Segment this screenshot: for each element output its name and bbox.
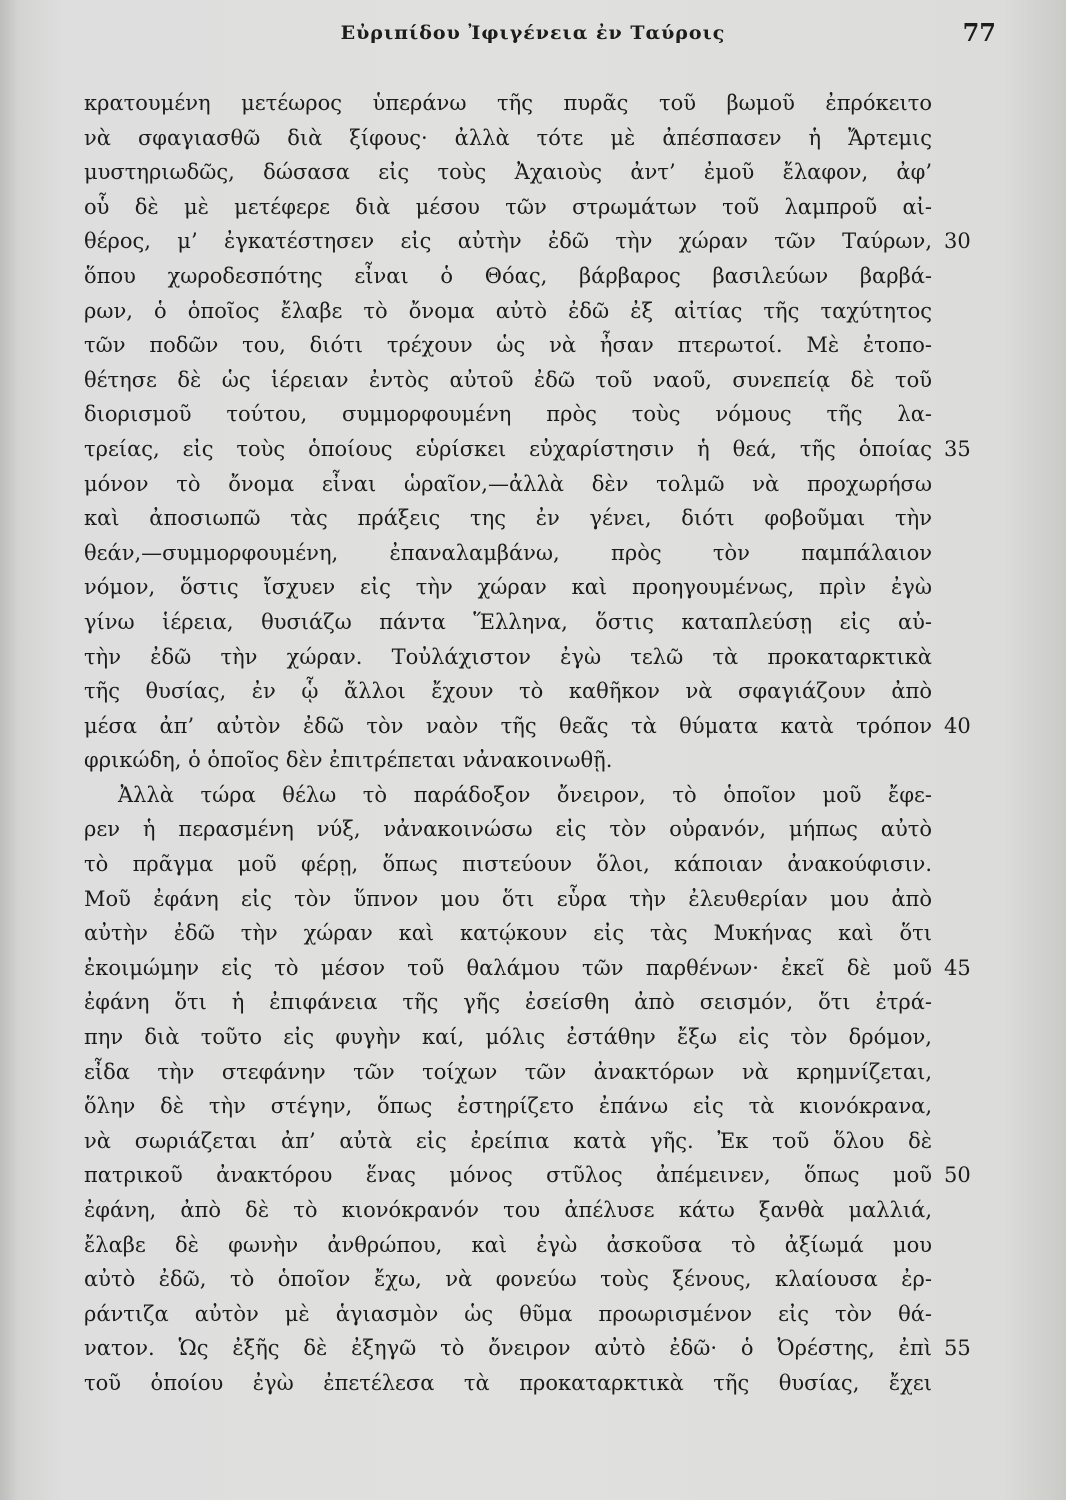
- text-line: [84, 1020, 932, 1055]
- text-line: [84, 951, 971, 986]
- text-line: [84, 916, 932, 951]
- text-line-content: μόνον τὸ ὄνομα εἶναι ὡραῖον,—ἀλλὰ δὲν τολμῶ νὰ προχωρήσω: [84, 471, 932, 496]
- line-number: 35: [944, 436, 971, 461]
- text-line: [84, 1089, 932, 1124]
- text-line-content: τῶν ποδῶν του, διότι τρέχουν ὡς νὰ ἦσαν πτερωτοί. Μὲ ἐτοπο-: [84, 333, 932, 358]
- line-number: 50: [944, 1163, 971, 1188]
- line-number: 30: [944, 229, 971, 254]
- text-line: [84, 1297, 932, 1332]
- text-line: [84, 328, 932, 363]
- page-header: [0, 18, 1066, 54]
- text-line-content: τὸ πρᾶγμα μοῦ φέρῃ, ὅπως πιστεύουν ὅλοι, κάποιαν ἀνακούφισιν.: [84, 852, 932, 877]
- text-line-content: ἐφάνη ὅτι ἡ ἐπιφάνεια τῆς γῆς ἐσείσθη ἀπὸ σεισμόν, ὅτι ἐτρά-: [84, 990, 932, 1015]
- text-line: [84, 743, 932, 778]
- text-line-content: θέτησε δὲ ὡς ἱέρειαν ἐντὸς αὐτοῦ ἐδῶ τοῦ ναοῦ, συνεπείᾳ δὲ τοῦ: [84, 367, 932, 392]
- text-line: [84, 190, 932, 225]
- text-line-content: τὴν ἐδῶ τὴν χώραν. Τοὐλάχιστον ἐγὼ τελῶ τὰ προκαταρκτικὰ: [84, 644, 932, 669]
- text-line: [84, 259, 932, 294]
- text-line-content: ράντιζα αὐτὸν μὲ ἁγιασμὸν ὡς θῦμα προωρισμένον εἰς τὸν θά-: [84, 1301, 932, 1326]
- text-line: [84, 1193, 932, 1228]
- text-line-content: ἔλαβε δὲ φωνὴν ἀνθρώπου, καὶ ἐγὼ ἀσκοῦσα τὸ ἀξίωμά μου: [84, 1232, 932, 1257]
- text-line: [84, 86, 932, 121]
- text-line: [84, 778, 932, 813]
- text-line: [84, 155, 932, 190]
- text-line-content: ρων, ὁ ὁποῖος ἔλαβε τὸ ὄνομα αὐτὸ ἐδῶ ἐξ αἰτίας τῆς ταχύτητος: [84, 298, 932, 323]
- text-line-content: θεάν,—συμμορφουμένη, ἐπαναλαμβάνω, πρὸς τὸν παμπάλαιον: [84, 540, 932, 565]
- text-line-content: μέσα ἀπ’ αὐτὸν ἐδῶ τὸν ναὸν τῆς θεᾶς τὰ θύματα κατὰ τρόπον: [84, 713, 932, 738]
- text-line-content: κρατουμένη μετέωρος ὑπεράνω τῆς πυρᾶς τοῦ βωμοῦ ἐπρόκειτο: [84, 91, 932, 115]
- page-number: 77: [962, 18, 996, 47]
- text-line-content: καὶ ἀποσιωπῶ τὰς πράξεις της ἐν γένει, διότι φοβοῦμαι τὴν: [84, 506, 932, 531]
- text-line: [84, 570, 932, 605]
- text-line: [84, 1366, 932, 1401]
- text-line-content: νὰ σωριάζεται ἀπ’ αὐτὰ εἰς ἐρείπια κατὰ γῆς. Ἐκ τοῦ ὅλου δὲ: [84, 1128, 932, 1153]
- text-line-content: ὅλην δὲ τὴν στέγην, ὅπως ἐστηρίζετο ἐπάνω εἰς τὰ κιονόκρανα,: [84, 1094, 932, 1119]
- text-line-content: γίνω ἱέρεια, θυσιάζω πάντα Ἕλληνα, ὅστις καταπλεύσῃ εἰς αὐ-: [84, 609, 932, 634]
- text-line: [84, 224, 971, 259]
- text-line-content: τοῦ ὁποίου ἐγὼ ἐπετέλεσα τὰ προκαταρκτικὰ τῆς θυσίας, ἔχει: [84, 1370, 932, 1395]
- text-line-content: μυστηριωδῶς, δώσασα εἰς τοὺς Ἀχαιοὺς ἀντ’ ἐμοῦ ἔλαφον, ἀφ’: [84, 160, 932, 185]
- text-line: [84, 882, 932, 917]
- text-line: [84, 812, 932, 847]
- running-title: Εὐριπίδου Ἰφιγένεια ἐν Ταύροις: [340, 22, 726, 44]
- text-line: [84, 1228, 932, 1263]
- text-line: [84, 501, 932, 536]
- text-line-content: ὅπου χωροδεσπότης εἶναι ὁ Θόας, βάρβαρος βασιλεύων βαρβά-: [84, 263, 932, 288]
- text-line: [84, 397, 932, 432]
- text-line: [84, 1331, 971, 1366]
- text-line-content: ρεν ἡ περασμένη νύξ, νἀνακοινώσω εἰς τὸν οὐρανόν, μήπως αὐτὸ: [84, 817, 932, 842]
- text-line-content: τῆς θυσίας, ἐν ᾧ ἄλλοι ἔχουν τὸ καθῆκον νὰ σφαγιάζουν ἀπὸ: [84, 679, 932, 704]
- text-line-content: αὐτὴν ἐδῶ τὴν χώραν καὶ κατῴκουν εἰς τὰς Μυκήνας καὶ ὅτι: [84, 921, 932, 946]
- line-number: 45: [944, 955, 971, 980]
- text-line: [84, 709, 971, 744]
- text-line: [84, 1158, 971, 1193]
- text-line-content: διορισμοῦ τούτου, συμμορφουμένη πρὸς τοὺς νόμους τῆς λα-: [84, 402, 932, 427]
- text-line: [84, 674, 932, 709]
- text-line-content: φρικώδη, ὁ ὁποῖος δὲν ἐπιτρέπεται νἀνακοινωθῇ.: [84, 748, 613, 773]
- text-line: [84, 1262, 932, 1297]
- text-line: [84, 294, 932, 329]
- text-line-content: θέρος, μ’ ἐγκατέστησεν εἰς αὐτὴν ἐδῶ τὴν χώραν τῶν Ταύρων,: [84, 229, 932, 254]
- text-line: [84, 605, 932, 640]
- text-line-content: πατρικοῦ ἀνακτόρου ἕνας μόνος στῦλος ἀπέμεινεν, ὅπως μοῦ: [84, 1163, 932, 1188]
- text-line: [84, 432, 971, 467]
- text-line: [84, 121, 932, 156]
- text-line-content: αὐτὸ ἐδῶ, τὸ ὁποῖον ἔχω, νὰ φονεύω τοὺς ξένους, κλαίουσα ἐρ-: [84, 1267, 932, 1292]
- text-line-content: νατον. Ὡς ἐξῆς δὲ ἐξηγῶ τὸ ὄνειρον αὐτὸ ἐδῶ· ὁ Ὀρέστης, ἐπὶ: [84, 1336, 932, 1361]
- text-line: [84, 1124, 932, 1159]
- line-number: 55: [944, 1336, 971, 1361]
- text-line-content: οὗ δὲ μὲ μετέφερε διὰ μέσου τῶν στρωμάτων τοῦ λαμπροῦ αἰ-: [84, 194, 932, 219]
- line-number: 40: [944, 713, 971, 738]
- text-line: [84, 847, 932, 882]
- text-line-content: ἐκοιμώμην εἰς τὸ μέσον τοῦ θαλάμου τῶν παρθένων· ἐκεῖ δὲ μοῦ: [84, 955, 932, 980]
- text-line: [84, 640, 932, 675]
- text-line: [84, 1055, 932, 1090]
- text-line-content: ἐφάνη, ἀπὸ δὲ τὸ κιονόκρανόν του ἀπέλυσε κάτω ξανθὰ μαλλιά,: [84, 1198, 932, 1222]
- text-line-content: πην διὰ τοῦτο εἰς φυγὴν καί, μόλις ἐστάθην ἔξω εἰς τὸν δρόμον,: [84, 1025, 932, 1050]
- text-line-content: τρείας, εἰς τοὺς ὁποίους εὑρίσκει εὐχαρίστησιν ἡ θεά, τῆς ὁποίας: [84, 436, 932, 461]
- page-gutter-shadow: [0, 0, 18, 1500]
- text-line-content: Ἀλλὰ τώρα θέλω τὸ παράδοξον ὄνειρον, τὸ ὁποῖον μοῦ ἔφε-: [118, 782, 932, 807]
- text-line: [84, 536, 932, 571]
- text-line-content: νὰ σφαγιασθῶ διὰ ξίφους· ἀλλὰ τότε μὲ ἀπέσπασεν ἡ Ἄρτεμις: [84, 125, 932, 150]
- text-line: [84, 363, 932, 398]
- body-text: [84, 86, 971, 1401]
- text-line: [84, 985, 932, 1020]
- text-line-content: εἶδα τὴν στεφάνην τῶν τοίχων τῶν ἀνακτόρων νὰ κρημνίζεται,: [84, 1059, 932, 1084]
- text-line: [84, 467, 932, 502]
- text-line-content: Μοῦ ἐφάνη εἰς τὸν ὕπνον μου ὅτι εὗρα τὴν ἐλευθερίαν μου ἀπὸ: [84, 886, 932, 911]
- text-line-content: νόμον, ὅστις ἴσχυεν εἰς τὴν χώραν καὶ προηγουμένως, πρὶν ἐγὼ: [84, 575, 932, 600]
